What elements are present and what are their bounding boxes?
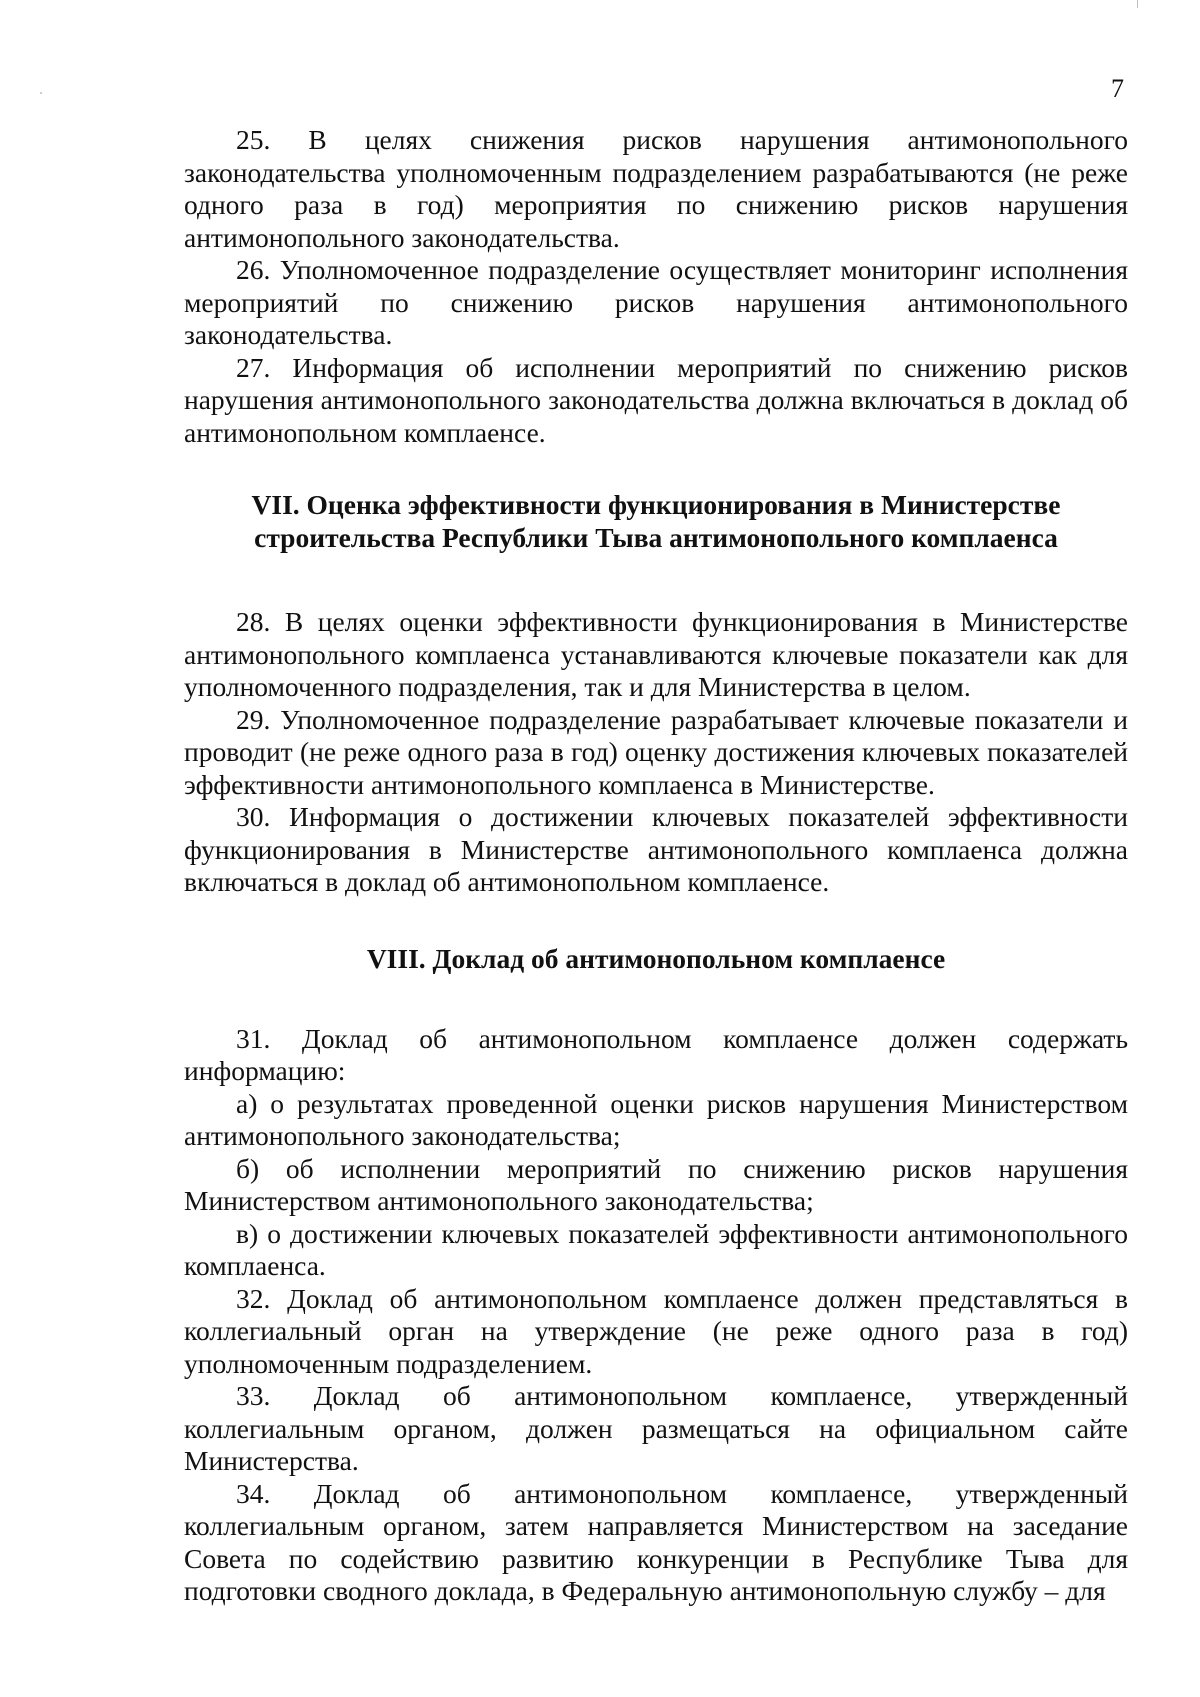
paragraph-28: 28. В целях оценки эффективности функционирования в Министерстве антимонопольного комплаенса устанавливаются ключевые показатели как для уполномоченного подразделения, так и для Министерства в целом. [184,606,1128,702]
scan-mark-left [40,92,42,94]
section-vii-heading: VII. Оценка эффективности функционирования в Министерстве строительства Республики Тыва антимонопольного комплаенса [251,489,1061,553]
document-body [184,124,1128,1608]
paragraph-33: 33. Доклад об антимонопольном комплаенсе, утвержденный коллегиальным органом, должен размещаться на официальном сайте Министерства. [184,1380,1128,1476]
paragraph-31: 31. Доклад об антимонопольном комплаенсе должен содержать информацию: [184,1022,1128,1086]
section-viii-heading: VIII. Доклад об антимонопольном комплаенсе [366,942,946,974]
paragraph-31-a: а) о результатах проведенной оценки рисков нарушения Министерством антимонопольного законодательства; [184,1087,1128,1151]
paragraph-30: 30. Информация о достижении ключевых показателей эффективности функционирования в Министерстве антимонопольного комплаенса должна включаться в доклад об антимонопольном комплаенсе. [184,801,1128,897]
paragraph-29: 29. Уполномоченное подразделение разрабатывает ключевые показатели и проводит (не реже одного раза в год) оценку достижения ключевых показателей эффективности антимонопольного комплаенса в Министерстве. [184,703,1128,800]
paragraph-31-b: б) об исполнении мероприятий по снижению рисков нарушения Министерством антимонопольного законодательства; [184,1152,1128,1216]
page-number: 7 [1111,74,1124,103]
paragraph-34: 34. Доклад об антимонопольном комплаенсе, утвержденный коллегиальным органом, затем направляется Министерством на заседание Совета по содействию развитию конкуренции в Республике Тыва для подготовки сводного доклада, в Федеральную антимонопольную службу – для [184,1477,1128,1606]
paragraph-26: 26. Уполномоченное подразделение осуществляет мониторинг исполнения мероприятий по снижению рисков нарушения антимонопольного законодательства. [184,254,1128,350]
paragraph-32: 32. Доклад об антимонопольном комплаенсе должен представляться в коллегиальный орган на утверждение (не реже одного раза в год) уполномоченным подразделением. [184,1282,1128,1379]
scan-mark-top [1137,0,1138,8]
paragraph-31-v: в) о достижении ключевых показателей эффективности антимонопольного комплаенса. [184,1217,1128,1281]
paragraph-25: 25. В целях снижения рисков нарушения антимонопольного законодательства уполномоченным подразделением разрабатываются (не реже одного раза в год) мероприятия по снижению рисков нарушения антимонопольного законодательства. [184,124,1128,253]
paragraph-27: 27. Информация об исполнении мероприятий по снижению рисков нарушения антимонопольного законодательства должна включаться в доклад об антимонопольном комплаенсе. [184,351,1128,448]
